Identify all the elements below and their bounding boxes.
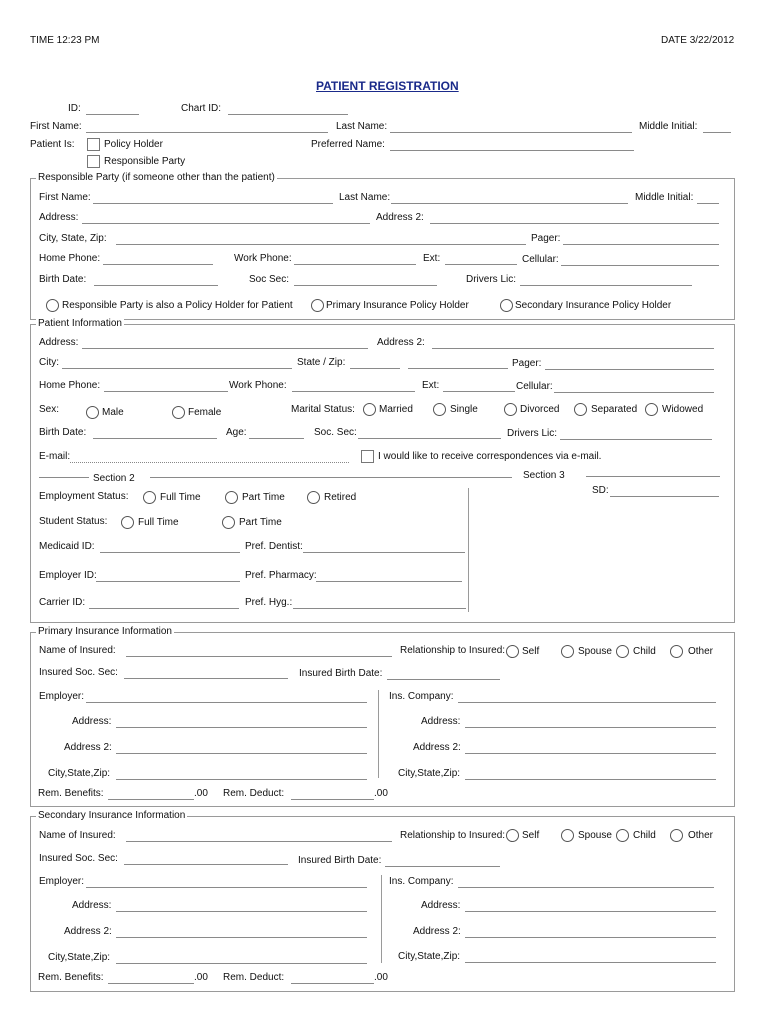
s-ins-city-field[interactable] [465,962,716,963]
rp-first-name-label: First Name: [39,192,91,203]
rp-home-phone-field[interactable] [103,264,213,265]
pref-hyg-label: Pref. Hyg.: [245,597,293,608]
p-child-label: Child [633,646,656,657]
p-ins-company-field[interactable] [458,702,716,703]
p-other-label: Other [688,646,714,657]
married-label: Married [379,404,413,415]
print-date: DATE 3/22/2012 [661,35,735,46]
pi-city-label: City: [39,357,59,368]
pi-birth-date-field[interactable] [93,438,217,439]
s-other-label: Other [688,830,714,841]
student-full-time-label: Full Time [138,517,179,528]
section2-rule-left [39,477,89,478]
carrier-id-label: Carrier ID: [39,597,86,608]
s-relationship-label: Relationship to Insured: [400,830,506,841]
first-name-label: First Name: [30,121,82,132]
rp-ext-field[interactable] [445,264,517,265]
p-emp-address-field[interactable] [116,727,367,728]
p-rem-deduct-cents: .00 [374,788,388,799]
medicaid-id-field[interactable] [100,552,240,553]
id-field[interactable] [86,114,139,115]
pi-ext-field[interactable] [443,391,515,392]
employer-id-field[interactable] [96,581,240,582]
rp-middle-initial-label: Middle Initial: [635,192,694,203]
p-emp-address2-label: Address 2: [64,742,112,753]
pi-pager-field[interactable] [545,369,714,370]
responsible-party-checkbox[interactable] [87,155,100,168]
female-label: Female [188,407,222,418]
male-radio[interactable] [86,406,99,419]
pi-soc-sec-label: Soc. Sec: [314,427,357,438]
section3-label: Section 3 [523,470,565,481]
s-ins-address-field[interactable] [465,911,716,912]
pi-city-field[interactable] [62,368,292,369]
sd-field[interactable] [610,496,719,497]
id-label: ID: [68,103,81,114]
first-name-field[interactable] [86,132,328,133]
s-rem-deduct-cents: .00 [374,972,388,983]
p-employer-field[interactable] [86,702,367,703]
p-self-radio[interactable] [506,645,519,658]
p-ins-address2-label: Address 2: [413,742,461,753]
policy-holder-checkbox[interactable] [87,138,100,151]
chart-id-label: Chart ID: [181,103,222,114]
male-label: Male [102,407,124,418]
student-full-time-radio[interactable] [121,516,134,529]
pi-email-label: E-mail: [39,451,71,462]
p-spouse-radio[interactable] [561,645,574,658]
s-emp-address2-field[interactable] [116,937,367,938]
rp-pager-field[interactable] [563,244,719,245]
print-time: TIME 12:23 PM [30,35,100,46]
pi-address2-label: Address 2: [377,337,425,348]
rp-home-phone-label: Home Phone: [39,253,101,264]
rp-birth-date-label: Birth Date: [39,274,87,285]
p-rem-deduct-label: Rem. Deduct: [223,788,285,799]
pi-age-field[interactable] [249,438,304,439]
rp-address-field[interactable] [82,223,370,224]
s-employer-label: Employer: [39,876,85,887]
s-emp-address-label: Address: [72,900,112,911]
pi-address-field[interactable] [82,348,368,349]
employment-status-label: Employment Status: [39,491,129,502]
p-name-of-insured-label: Name of Insured: [39,645,116,656]
student-part-time-radio[interactable] [222,516,235,529]
p-emp-city-label: City,State,Zip: [48,768,111,779]
section2-divider [468,488,469,612]
pi-sex-label: Sex: [39,404,60,415]
section2-rule-right [150,477,512,478]
carrier-id-field[interactable] [89,608,239,609]
rp-soc-sec-field[interactable] [294,285,437,286]
pi-pager-label: Pager: [512,358,542,369]
rp-soc-sec-label: Soc Sec: [249,274,290,285]
pi-address2-field[interactable] [432,348,714,349]
s-child-label: Child [633,830,656,841]
rp-first-name-field[interactable] [93,203,333,204]
preferred-name-field[interactable] [390,150,634,151]
pi-cellular-label: Cellular: [516,381,553,392]
p-name-of-insured-field[interactable] [126,656,392,657]
employment-retired-radio[interactable] [307,491,320,504]
separated-radio[interactable] [574,403,587,416]
pi-state-field[interactable] [350,368,400,369]
single-label: Single [450,404,478,415]
s-insured-soc-sec-label: Insured Soc. Sec: [39,853,118,864]
pref-pharmacy-label: Pref. Pharmacy: [245,570,317,581]
rp-ext-label: Ext: [423,253,441,264]
widowed-label: Widowed [662,404,704,415]
employment-part-time-radio[interactable] [225,491,238,504]
rp-city-state-zip-field[interactable] [116,244,526,245]
divorced-radio[interactable] [504,403,517,416]
pi-cellular-field[interactable] [554,392,714,393]
p-ins-city-field[interactable] [465,779,716,780]
page-title: PATIENT REGISTRATION [316,79,459,93]
p-ins-address-label: Address: [421,716,461,727]
student-status-label: Student Status: [39,516,108,527]
single-radio[interactable] [433,403,446,416]
rp-birth-date-field[interactable] [94,285,218,286]
p-rem-benefits-label: Rem. Benefits: [38,788,104,799]
pi-soc-sec-field[interactable] [358,438,501,439]
responsible-party-label: Responsible Party [104,156,186,167]
s-emp-city-field[interactable] [116,963,367,964]
pi-zip-field[interactable] [408,368,508,369]
s-insured-birth-date-field[interactable] [385,866,500,867]
rp-last-name-label: Last Name: [339,192,391,203]
p-ins-company-label: Ins. Company: [389,691,454,702]
secondary-insurance-section [30,816,735,992]
student-part-time-label: Part Time [239,517,282,528]
employment-full-time-label: Full Time [160,492,201,503]
section2-label: Section 2 [93,473,135,484]
rp-opt1-label: Responsible Party is also a Policy Holder for Patient [62,300,293,311]
pi-drivers-lic-label: Drivers Lic: [507,428,558,439]
employment-full-time-radio[interactable] [143,491,156,504]
p-spouse-label: Spouse [578,646,612,657]
s-ins-address2-label: Address 2: [413,926,461,937]
p-rem-benefits-cents: .00 [194,788,208,799]
s-child-radio[interactable] [616,829,629,842]
primary-insurance-section [30,632,735,807]
p-employer-label: Employer: [39,691,85,702]
rp-address2-field[interactable] [430,223,719,224]
s-insured-soc-sec-field[interactable] [124,864,288,865]
s-emp-city-label: City,State,Zip: [48,952,111,963]
s-self-radio[interactable] [506,829,519,842]
last-name-label: Last Name: [336,121,388,132]
secondary-insurance-heading: Secondary Insurance Information [38,810,186,821]
p-self-label: Self [522,646,540,657]
section3-rule [586,476,720,477]
married-radio[interactable] [363,403,376,416]
rp-last-name-field[interactable] [391,203,628,204]
p-rem-benefits-field[interactable] [108,799,194,800]
s-emp-address2-label: Address 2: [64,926,112,937]
email-opt-in-label: I would like to receive correspondences via e-mail. [378,451,602,462]
p-insured-birth-date-label: Insured Birth Date: [299,668,383,679]
s-emp-address-field[interactable] [116,911,367,912]
rp-address2-label: Address 2: [376,212,424,223]
sd-label: SD: [592,485,609,496]
employment-part-time-label: Part Time [242,492,285,503]
pi-ext-label: Ext: [422,380,440,391]
employment-retired-label: Retired [324,492,357,503]
s-name-of-insured-label: Name of Insured: [39,830,116,841]
s-rem-benefits-field[interactable] [108,983,194,984]
s-name-of-insured-field[interactable] [126,841,392,842]
responsible-party-heading: Responsible Party (if someone other than the patient) [38,172,275,183]
s-ins-address-label: Address: [421,900,461,911]
rp-address-label: Address: [39,212,79,223]
rp-drivers-lic-field[interactable] [520,285,692,286]
medicaid-id-label: Medicaid ID: [39,541,95,552]
policy-holder-label: Policy Holder [104,139,163,150]
p-ins-address-field[interactable] [465,727,716,728]
preferred-name-label: Preferred Name: [311,139,385,150]
pi-address-label: Address: [39,337,79,348]
p-ins-address2-field[interactable] [465,753,716,754]
pi-work-phone-label: Work Phone: [229,380,287,391]
rp-cellular-field[interactable] [561,265,719,266]
p-emp-city-field[interactable] [116,779,367,780]
pref-pharmacy-field[interactable] [316,581,462,582]
s-employer-field[interactable] [86,887,367,888]
s-ins-address2-field[interactable] [465,937,716,938]
p-emp-address2-field[interactable] [116,753,367,754]
rp-city-state-zip-label: City, State, Zip: [39,233,107,244]
rp-drivers-lic-label: Drivers Lic: [466,274,517,285]
rp-secondary-holder-radio[interactable] [500,299,513,312]
middle-initial-label: Middle Initial: [639,121,698,132]
primary-insurance-heading: Primary Insurance Information [38,626,172,637]
female-radio[interactable] [172,406,185,419]
patient-is-label: Patient Is: [30,139,75,150]
pi-age-label: Age: [226,427,247,438]
p-insured-birth-date-field[interactable] [387,679,500,680]
divorced-label: Divorced [520,404,560,415]
pi-home-phone-label: Home Phone: [39,380,101,391]
s-insured-birth-date-label: Insured Birth Date: [298,855,382,866]
s-ins-city-label: City,State,Zip: [398,951,461,962]
rp-primary-holder-radio[interactable] [311,299,324,312]
s-ins-company-field[interactable] [458,887,714,888]
s-rem-benefits-cents: .00 [194,972,208,983]
s-ins-company-label: Ins. Company: [389,876,454,887]
separated-label: Separated [591,404,638,415]
patient-info-heading: Patient Information [38,318,122,329]
pref-hyg-field[interactable] [293,608,466,609]
p-relationship-label: Relationship to Insured: [400,645,506,656]
pi-state-zip-label: State / Zip: [297,357,346,368]
chart-id-field[interactable] [228,114,348,115]
p-other-radio[interactable] [670,645,683,658]
rp-middle-initial-field[interactable] [697,203,719,204]
marital-status-label: Marital Status: [291,404,355,415]
primary-divider [378,690,379,778]
last-name-field[interactable] [390,132,632,133]
rp-opt3-label: Secondary Insurance Policy Holder [515,300,672,311]
pi-email-field[interactable] [70,462,349,463]
rp-cellular-label: Cellular: [522,254,559,265]
p-insured-soc-sec-field[interactable] [124,678,288,679]
email-opt-in-checkbox[interactable] [361,450,374,463]
s-rem-deduct-field[interactable] [291,983,374,984]
employer-id-label: Employer ID: [39,570,97,581]
rp-work-phone-label: Work Phone: [234,253,292,264]
pref-dentist-field[interactable] [303,552,465,553]
middle-initial-field[interactable] [703,132,731,133]
p-ins-city-label: City,State,Zip: [398,768,461,779]
p-insured-soc-sec-label: Insured Soc. Sec: [39,667,118,678]
pi-work-phone-field[interactable] [292,391,415,392]
widowed-radio[interactable] [645,403,658,416]
p-rem-deduct-field[interactable] [291,799,374,800]
s-spouse-label: Spouse [578,830,612,841]
rp-policy-holder-radio[interactable] [46,299,59,312]
p-child-radio[interactable] [616,645,629,658]
rp-work-phone-field[interactable] [294,264,416,265]
rp-opt2-label: Primary Insurance Policy Holder [326,300,469,311]
s-other-radio[interactable] [670,829,683,842]
s-self-label: Self [522,830,540,841]
pi-birth-date-label: Birth Date: [39,427,87,438]
pref-dentist-label: Pref. Dentist: [245,541,303,552]
p-emp-address-label: Address: [72,716,112,727]
s-spouse-radio[interactable] [561,829,574,842]
secondary-divider [381,875,382,963]
pi-drivers-lic-field[interactable] [560,439,712,440]
pi-home-phone-field[interactable] [104,391,228,392]
s-rem-benefits-label: Rem. Benefits: [38,972,104,983]
s-rem-deduct-label: Rem. Deduct: [223,972,285,983]
rp-pager-label: Pager: [531,233,561,244]
